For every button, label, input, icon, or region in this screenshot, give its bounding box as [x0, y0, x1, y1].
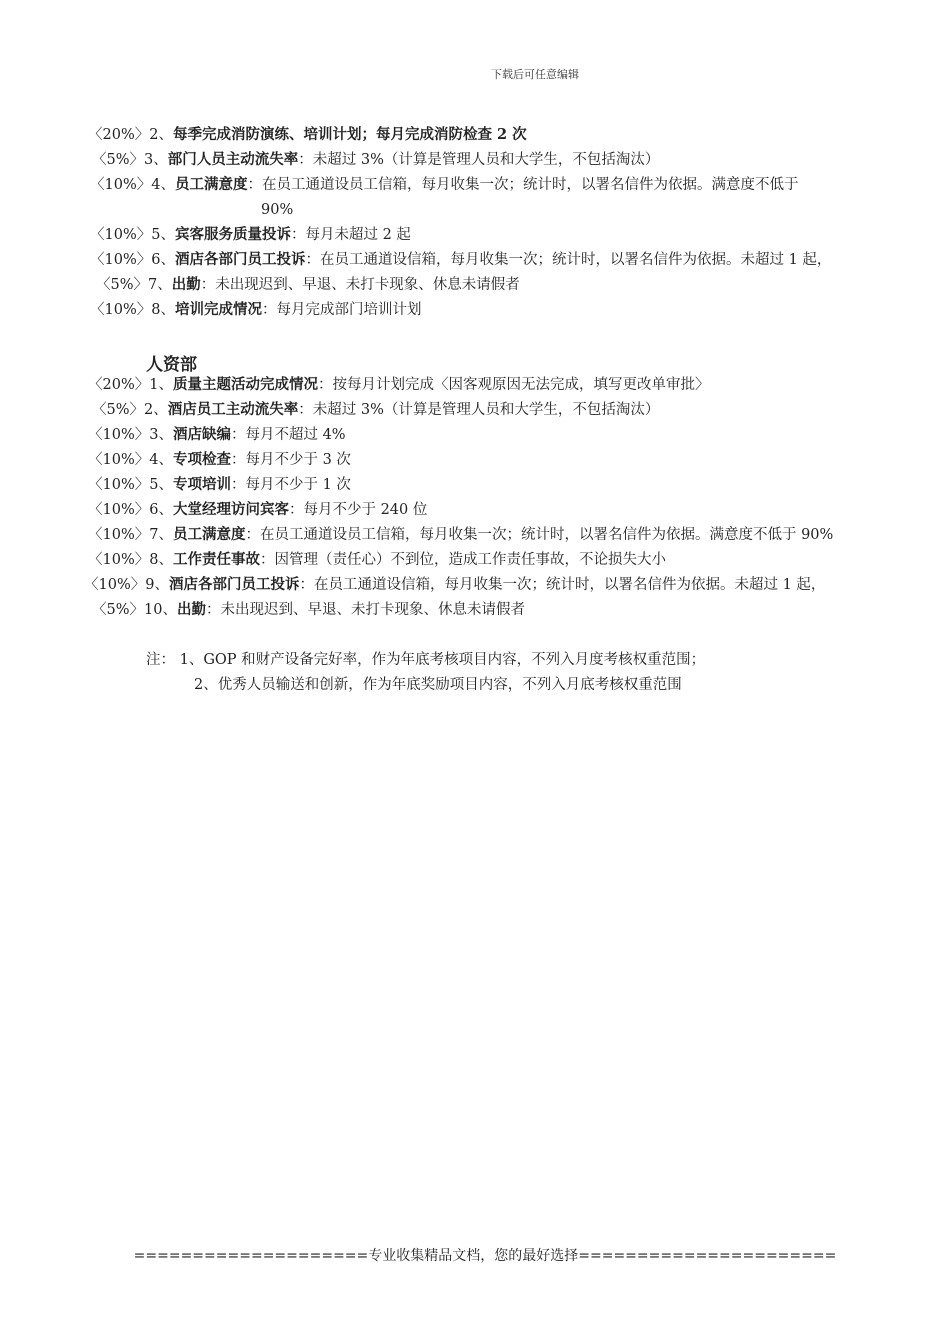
weight-percent: 〈20%〉	[88, 127, 150, 143]
item-label: 酒店各部门员工投诉	[168, 576, 300, 593]
weight-percent: 〈10%〉	[88, 452, 150, 468]
item-number: 1、	[149, 377, 173, 393]
note-line: 2、优秀人员输送和创新，作为年底奖励项目内容，不列入月底考核权重范围	[194, 677, 682, 693]
item-text: ：因管理（责任心）不到位，造成工作责任事故，不论损失大小	[259, 552, 666, 568]
list-item	[90, 226, 411, 244]
footer-text: ====================专业收集精品文档，您的最好选择======================	[133, 1248, 837, 1264]
item-text: ：每月不超过 4%	[230, 427, 346, 443]
item-number: 4、	[151, 177, 175, 193]
item-text: ：在员工通道设信箱，每月收集一次；统计时，以署名信件为依据。未超过 1 起，	[299, 577, 826, 593]
weight-percent: 〈10%〉	[88, 552, 150, 568]
weight-percent: 〈10%〉	[90, 252, 152, 268]
item-label: 专项培训	[172, 476, 231, 493]
weight-percent: 〈10%〉	[88, 477, 150, 493]
item-number: 8、	[149, 552, 173, 568]
item-number: 5、	[149, 477, 173, 493]
item-label: 质量主题活动完成情况	[172, 376, 318, 393]
item-label: 出勤	[171, 276, 201, 293]
item-number: 6、	[149, 502, 173, 518]
item-number: 4、	[149, 452, 173, 468]
list-item	[88, 551, 666, 569]
item-label: 专项检查	[172, 451, 231, 468]
list-item	[90, 301, 421, 319]
item-label: 员工满意度	[172, 526, 246, 543]
item-number: 3、	[149, 427, 173, 443]
list-item	[92, 151, 659, 169]
weight-percent: 〈5%〉	[92, 602, 145, 618]
item-text: ：在员工通道设员工信箱，每月收集一次；统计时，以署名信件为依据。满意度不低于 90%	[245, 527, 834, 543]
section-title: 人资部	[146, 355, 197, 375]
list-item	[90, 251, 831, 269]
item-label: 员工满意度	[174, 176, 248, 193]
item-label: 每季完成消防演练、培训计划；每月完成消防检查 2 次	[172, 126, 527, 143]
list-item	[96, 276, 520, 294]
weight-percent: 〈5%〉	[96, 277, 149, 293]
list-item	[88, 451, 351, 469]
weight-percent: 〈5%〉	[92, 152, 145, 168]
weight-percent: 〈20%〉	[88, 377, 150, 393]
item-text: ：每月不少于 240 位	[288, 502, 428, 518]
weight-percent: 〈5%〉	[92, 402, 145, 418]
item-number: 8、	[151, 302, 175, 318]
item-label: 部门人员主动流失率	[167, 151, 299, 168]
header-note: 下载后可任意编辑	[491, 68, 579, 81]
item-label: 宾客服务质量投诉	[174, 226, 291, 243]
item-text: ：未出现迟到、早退、未打卡现象、休息未请假者	[205, 602, 525, 618]
item-number: 9、	[145, 577, 169, 593]
item-label: 工作责任事故	[172, 551, 260, 568]
item-text: ：在员工通道设员工信箱，每月收集一次；统计时，以署名信件为依据。满意度不低于	[247, 177, 799, 193]
list-item	[88, 126, 527, 144]
item-number: 7、	[148, 277, 172, 293]
list-item	[84, 576, 825, 594]
item-number: 2、	[149, 127, 173, 143]
item-text: ：未超过 3%（计算是管理人员和大学生，不包括淘汰）	[298, 402, 660, 418]
item-text: ：每月不少于 3 次	[230, 452, 351, 468]
list-item	[88, 501, 427, 519]
item-label: 培训完成情况	[174, 301, 262, 318]
item-text: ：未出现迟到、早退、未打卡现象、休息未请假者	[200, 277, 520, 293]
item-number: 10、	[144, 602, 177, 618]
list-item-continuation	[261, 201, 293, 219]
item-text: 90%	[261, 202, 294, 218]
weight-percent: 〈10%〉	[88, 527, 150, 543]
list-item	[88, 476, 351, 494]
weight-percent: 〈10%〉	[88, 427, 150, 443]
list-item	[88, 426, 346, 444]
item-label: 酒店员工主动流失率	[167, 401, 299, 418]
weight-percent: 〈10%〉	[90, 302, 152, 318]
item-label: 大堂经理访问宾客	[172, 501, 289, 518]
item-text: ：每月未超过 2 起	[290, 227, 411, 243]
item-number: 2、	[144, 402, 168, 418]
item-number: 7、	[149, 527, 173, 543]
weight-percent: 〈10%〉	[88, 502, 150, 518]
item-number: 6、	[151, 252, 175, 268]
list-item	[88, 526, 833, 544]
list-item	[90, 176, 798, 194]
item-text: ：在员工通道设信箱，每月收集一次；统计时，以署名信件为依据。未超过 1 起，	[305, 252, 832, 268]
item-text: ：按每月计划完成〈因客观原因无法完成，填写更改单审批〉	[317, 377, 710, 393]
list-item	[88, 376, 709, 394]
item-number: 3、	[144, 152, 168, 168]
item-number: 5、	[151, 227, 175, 243]
list-item	[92, 601, 525, 619]
item-label: 酒店缺编	[172, 426, 231, 443]
item-text: ：未超过 3%（计算是管理人员和大学生，不包括淘汰）	[298, 152, 660, 168]
note-line: 注： 1、GOP 和财产设备完好率，作为年底考核项目内容，不列入月度考核权重范围；	[146, 652, 706, 668]
item-label: 出勤	[176, 601, 206, 618]
item-label: 酒店各部门员工投诉	[174, 251, 306, 268]
weight-percent: 〈10%〉	[84, 577, 146, 593]
list-item	[92, 401, 659, 419]
item-text: ：每月完成部门培训计划	[261, 302, 422, 318]
item-text: ：每月不少于 1 次	[230, 477, 351, 493]
weight-percent: 〈10%〉	[90, 177, 152, 193]
weight-percent: 〈10%〉	[90, 227, 152, 243]
